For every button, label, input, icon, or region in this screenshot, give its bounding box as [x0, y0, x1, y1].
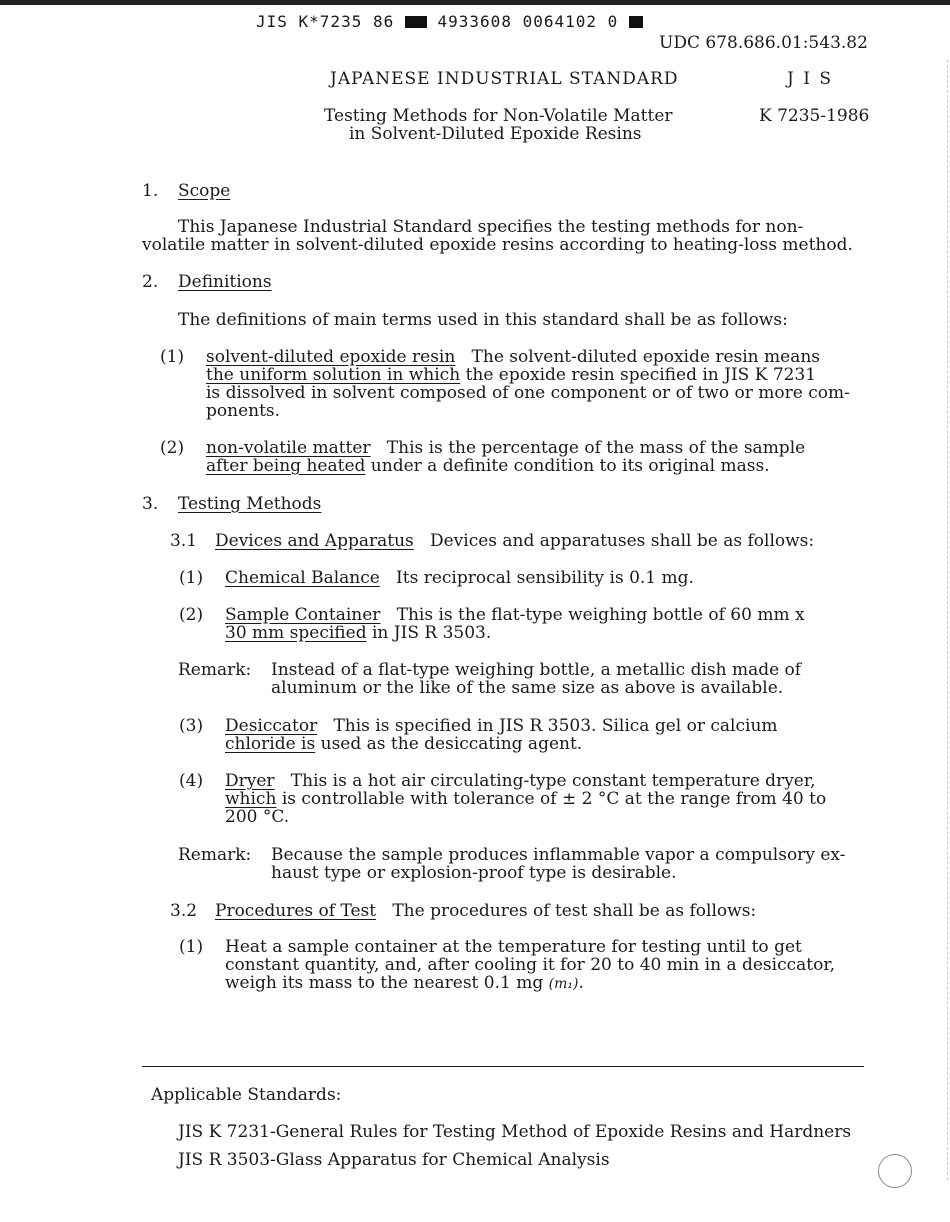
procedure-number: (1) — [179, 937, 204, 957]
device-number: (2) — [179, 605, 204, 625]
device-term-cont: chloride is — [225, 734, 316, 754]
top-scan-border — [0, 0, 950, 5]
scope-text-line2: volatile matter in solvent-diluted epoxide resins according to heating-loss method. — [142, 235, 853, 255]
device-text: in JIS R 3503. — [372, 623, 492, 643]
jis-label: J I S — [787, 69, 833, 89]
procedure-text: weigh its mass to the nearest 0.1 mg — [225, 973, 544, 993]
definition-line — [206, 457, 770, 476]
section-heading-definitions: Definitions — [178, 272, 272, 292]
device-text: is controllable with tolerance of ± 2 °C at the range from 40 to — [281, 789, 827, 809]
definition-line: is dissolved in solvent composed of one component or of two or more com- — [206, 383, 850, 403]
doc-title-line1: Testing Methods for Non-Volatile Matter — [324, 106, 673, 126]
device-number: (3) — [179, 716, 204, 736]
procedure-line: Heat a sample container at the temperature for testing until to get — [225, 937, 802, 957]
org-title: JAPANESE INDUSTRIAL STANDARD — [330, 69, 679, 89]
procedure-line: constant quantity, and, after cooling it for 20 to 40 min in a desiccator, — [225, 955, 835, 975]
remark-label: Remark: — [178, 660, 252, 680]
device-term: Sample Container — [225, 605, 381, 625]
definition-term-cont: the uniform solution in which — [206, 365, 461, 385]
device-line — [225, 624, 491, 643]
definition-text: the epoxide resin specified in JIS K 7231 — [465, 365, 817, 385]
subsection-line — [215, 532, 814, 551]
definition-text: under a definite condition to its original mass. — [370, 456, 770, 476]
device-text: This is the flat-type weighing bottle of 60 mm x — [396, 605, 805, 625]
device-term-cont: 30 mm specified — [225, 623, 367, 643]
device-number: (1) — [179, 568, 204, 588]
section-number-definitions: 2. — [142, 272, 159, 292]
definition-number: (2) — [160, 438, 185, 458]
subsection-intro: Devices and apparatuses shall be as follows: — [429, 531, 815, 551]
remark-line: Instead of a flat-type weighing bottle, a metallic dish made of — [271, 660, 802, 680]
redaction-block — [405, 16, 427, 28]
remark-line: aluminum or the like of the same size as above is available. — [271, 678, 784, 698]
definition-term: non-volatile matter — [206, 438, 371, 458]
subsection-number: 3.2 — [170, 901, 198, 921]
page-corner-mark — [878, 1154, 912, 1188]
device-text: used as the desiccating agent. — [320, 734, 583, 754]
device-line — [225, 735, 582, 754]
udc-code: UDC 678.686.01:543.82 — [659, 33, 868, 53]
applicable-standards-heading: Applicable Standards: — [151, 1085, 342, 1105]
remark-label: Remark: — [178, 845, 252, 865]
subsection-intro: The procedures of test shall be as follows: — [392, 901, 757, 921]
mass-symbol: (m₁) — [548, 976, 579, 992]
section-heading-scope: Scope — [178, 181, 231, 201]
device-text: This is specified in JIS R 3503. Silica gel or calcium — [333, 716, 778, 736]
remark-line: haust type or explosion-proof type is desirable. — [271, 863, 677, 883]
definition-term-cont: after being heated — [206, 456, 366, 476]
applicable-standard-ref: JIS K 7231-General Rules for Testing Method of Epoxide Resins and Hardners — [178, 1122, 852, 1142]
document-code-line — [256, 12, 643, 31]
doc-title-line2: in Solvent-Diluted Epoxide Resins — [349, 124, 642, 144]
definition-number: (1) — [160, 347, 185, 367]
section-heading-testing: Testing Methods — [178, 494, 322, 514]
redaction-block — [629, 16, 643, 28]
definitions-intro: The definitions of main terms used in this standard shall be as follows: — [178, 310, 788, 330]
device-term: Chemical Balance — [225, 568, 380, 588]
subsection-heading: Devices and Apparatus — [215, 531, 414, 551]
remark-line: Because the sample produces inflammable vapor a compulsory ex- — [271, 845, 846, 865]
definition-text: The solvent-diluted epoxide resin means — [471, 347, 821, 367]
subsection-line — [215, 902, 756, 921]
section-number-scope: 1. — [142, 181, 159, 201]
definition-term: solvent-diluted epoxide resin — [206, 347, 456, 367]
code-line-part1: JIS K*7235 86 — [256, 12, 395, 31]
device-term: Dryer — [225, 771, 275, 791]
device-item — [225, 569, 694, 588]
definition-line: ponents. — [206, 401, 281, 421]
procedure-line — [225, 974, 584, 994]
subsection-number: 3.1 — [170, 531, 198, 551]
code-line-part2: 4933608 0064102 0 — [437, 12, 619, 31]
doc-number: K 7235-1986 — [759, 106, 870, 126]
device-line — [225, 790, 826, 809]
device-text: This is a hot air circulating-type constant temperature dryer, — [290, 771, 816, 791]
footer-divider — [142, 1066, 864, 1067]
device-term: Desiccator — [225, 716, 318, 736]
section-number-testing: 3. — [142, 494, 159, 514]
applicable-standard-ref: JIS R 3503-Glass Apparatus for Chemical Analysis — [178, 1150, 610, 1170]
device-term-cont: which — [225, 789, 277, 809]
device-line: 200 °C. — [225, 807, 290, 827]
scope-text-line1: This Japanese Industrial Standard specifies the testing methods for non- — [178, 217, 804, 237]
subsection-heading: Procedures of Test — [215, 901, 377, 921]
page-edge-line — [947, 60, 948, 1180]
procedure-end: . — [578, 973, 584, 993]
device-text: Its reciprocal sensibility is 0.1 mg. — [396, 568, 694, 588]
definition-text: This is the percentage of the mass of the sample — [386, 438, 806, 458]
device-number: (4) — [179, 771, 204, 791]
